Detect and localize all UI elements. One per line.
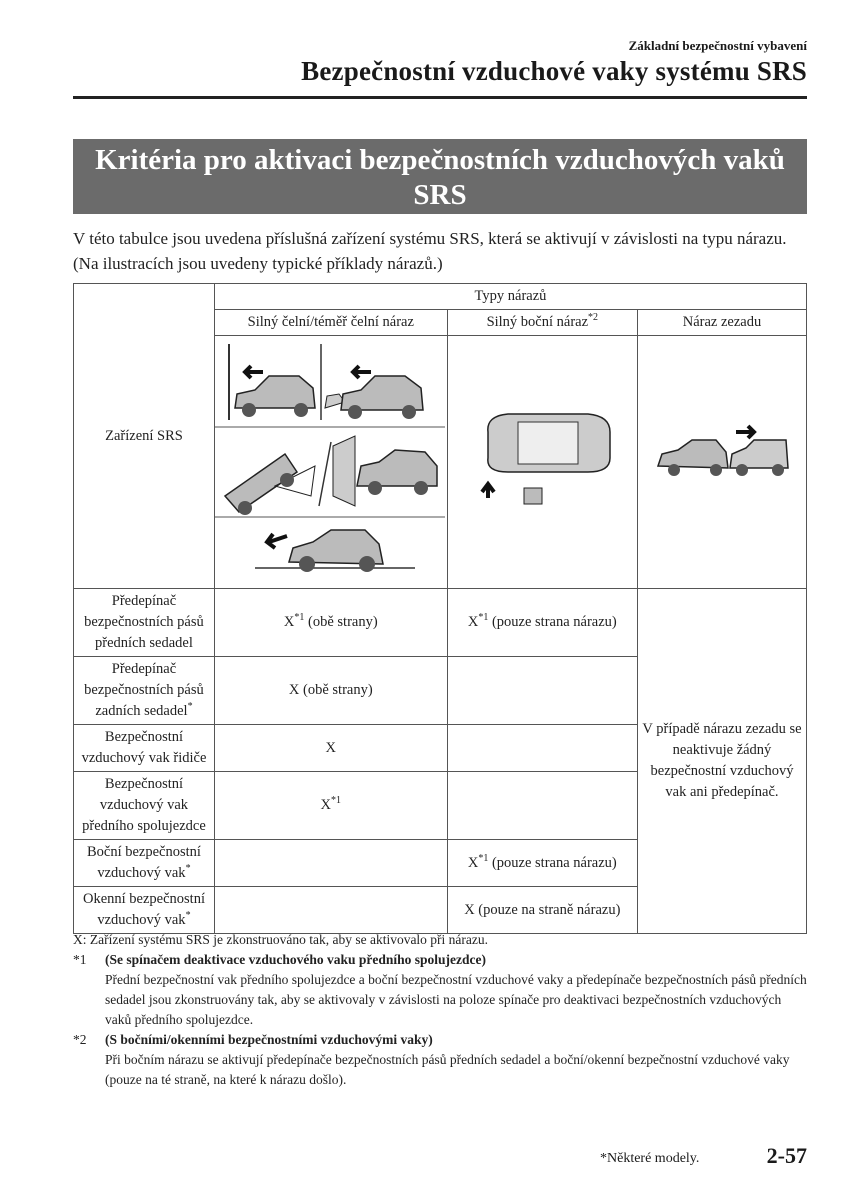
device-label: Předepínač bezpečnostních pásů předních sedadel [84,593,204,651]
front-value: X [325,739,337,756]
front-cell [214,840,447,887]
side-cell [447,657,637,725]
front-cell [214,772,447,840]
col-side-header [447,310,637,336]
device-label: Bezpečnostní vzduchový vak řidiče [81,729,207,766]
footnote-1 [73,950,807,1030]
impact-types-header [214,284,806,310]
side-value: X [467,854,479,871]
footnotes [73,930,807,1090]
car-offset-front-icon [333,436,437,506]
footnote-1-body: Přední bezpečnostní vak předního spolujezdce a boční bezpečnostní vzduchové vaky a předepínače bezpečnostních pásů předních sedadel jsou zkonstruovány tak, aby se aktivovaly v závislosti na poloze spínače pro deaktivaci bezpečnostních vzduchových vaků předního spolujezdce. [105,972,807,1027]
device-cell [74,725,215,772]
rear-illustration-cell [638,336,807,589]
side-cell [447,589,637,657]
device-label: Okenní bezpečnostní vzduchový vak [82,891,205,928]
device-header-label: Zařízení SRS [105,427,183,444]
page-number: 2-57 [766,1143,807,1168]
col-front-label: Silný čelní/téměř čelní náraz [247,314,414,330]
footnote-2-mark: *2 [73,1032,87,1047]
front-illustration-cell [214,336,447,589]
device-mark: * [185,863,191,875]
device-cell [74,589,215,657]
side-mark: *1 [478,852,489,864]
x-note: X: Zařízení systému SRS je zkonstruováno tak, aby se aktivovalo při nárazu. [73,932,489,947]
front-cell [214,725,447,772]
footnote-2 [73,1030,807,1090]
device-cell [74,772,215,840]
intro-paragraph: V této tabulce jsou uvedena příslušná zařízení systému SRS, která se aktivují v závislosti na typu nárazu. (Na ilustracích jsou uvedeny typické příklady nárazů.) [73,229,787,273]
col-rear-header [638,310,807,336]
car-to-car-front-icon [325,366,423,419]
front-suffix: (obě strany) [304,614,378,630]
section-title: Kritéria pro aktivaci bezpečnostních vzduchových vaků SRS [95,144,785,211]
header-divider [73,96,807,99]
side-illustration-cell [447,336,637,589]
side-value: X (pouze na straně nárazu) [464,901,621,918]
device-header-cell [74,284,215,589]
rear-note-cell [638,589,807,934]
footnote-2-body: Při bočním nárazu se aktivují předepínače bezpečnostních pásů předních sedadel a boční/okenní bezpečnostní vzduchové vaky (pouze na té straně, na které k nárazu došlo). [105,1052,790,1087]
front-value: X [283,614,295,630]
front-crash-illustration [215,336,445,588]
device-cell [74,887,215,934]
page-title: Bezpečnostní vzduchové vaky systému SRS [301,56,807,86]
device-cell [74,657,215,725]
device-label: Bezpečnostní vzduchový vak předního spolujezdce [82,776,206,834]
device-label: Předepínač bezpečnostních pásů zadních sedadel [84,661,204,719]
front-mark: *1 [294,612,305,624]
car-front-wall-icon [229,344,315,420]
col-front-header [214,310,447,336]
col-side-label: Silný boční náraz [486,314,589,330]
car-underride-icon [255,530,415,572]
device-cell [74,840,215,887]
front-cell [214,887,447,934]
side-crash-illustration [448,336,634,588]
chapter-subtitle: Základní bezpečnostní vybavení [628,38,807,53]
side-cell [447,840,637,887]
footnote-1-mark: *1 [73,952,87,967]
front-value: X (obě strany) [288,682,373,698]
side-cell [447,887,637,934]
impact-types-label: Typy nárazů [474,288,547,304]
col-side-mark: *2 [588,312,599,324]
device-mark: * [185,910,191,922]
footnote-2-title: (S bočními/okenními bezpečnostními vzduchovými vaky) [105,1032,433,1047]
front-mark: *1 [331,795,342,807]
footnote-1-title: (Se spínačem deaktivace vzduchového vaku předního spolujezdce) [105,952,487,967]
side-cell [447,772,637,840]
device-mark: * [187,701,193,713]
side-suffix: (pouze strana nárazu) [488,614,617,630]
section-banner [73,139,807,214]
front-cell [214,657,447,725]
rear-note: V případě nárazu zezadu se neaktivuje žádný bezpečnostní vzduchový vak ani předepínač. [642,721,802,800]
rear-crash-illustration [638,336,806,588]
side-cell [447,725,637,772]
device-label: Boční bezpečnostní vzduchový vak [86,844,201,881]
front-cell [214,589,447,657]
side-suffix: (pouze strana nárazu) [488,854,617,871]
side-value: X [467,614,479,630]
car-ditch-icon [225,442,331,515]
srs-criteria-table [73,283,807,934]
col-rear-label: Náraz zezadu [682,314,762,330]
footer-note: *Některé modely. [600,1151,700,1166]
front-value: X [320,797,332,813]
side-mark: *1 [478,612,489,624]
